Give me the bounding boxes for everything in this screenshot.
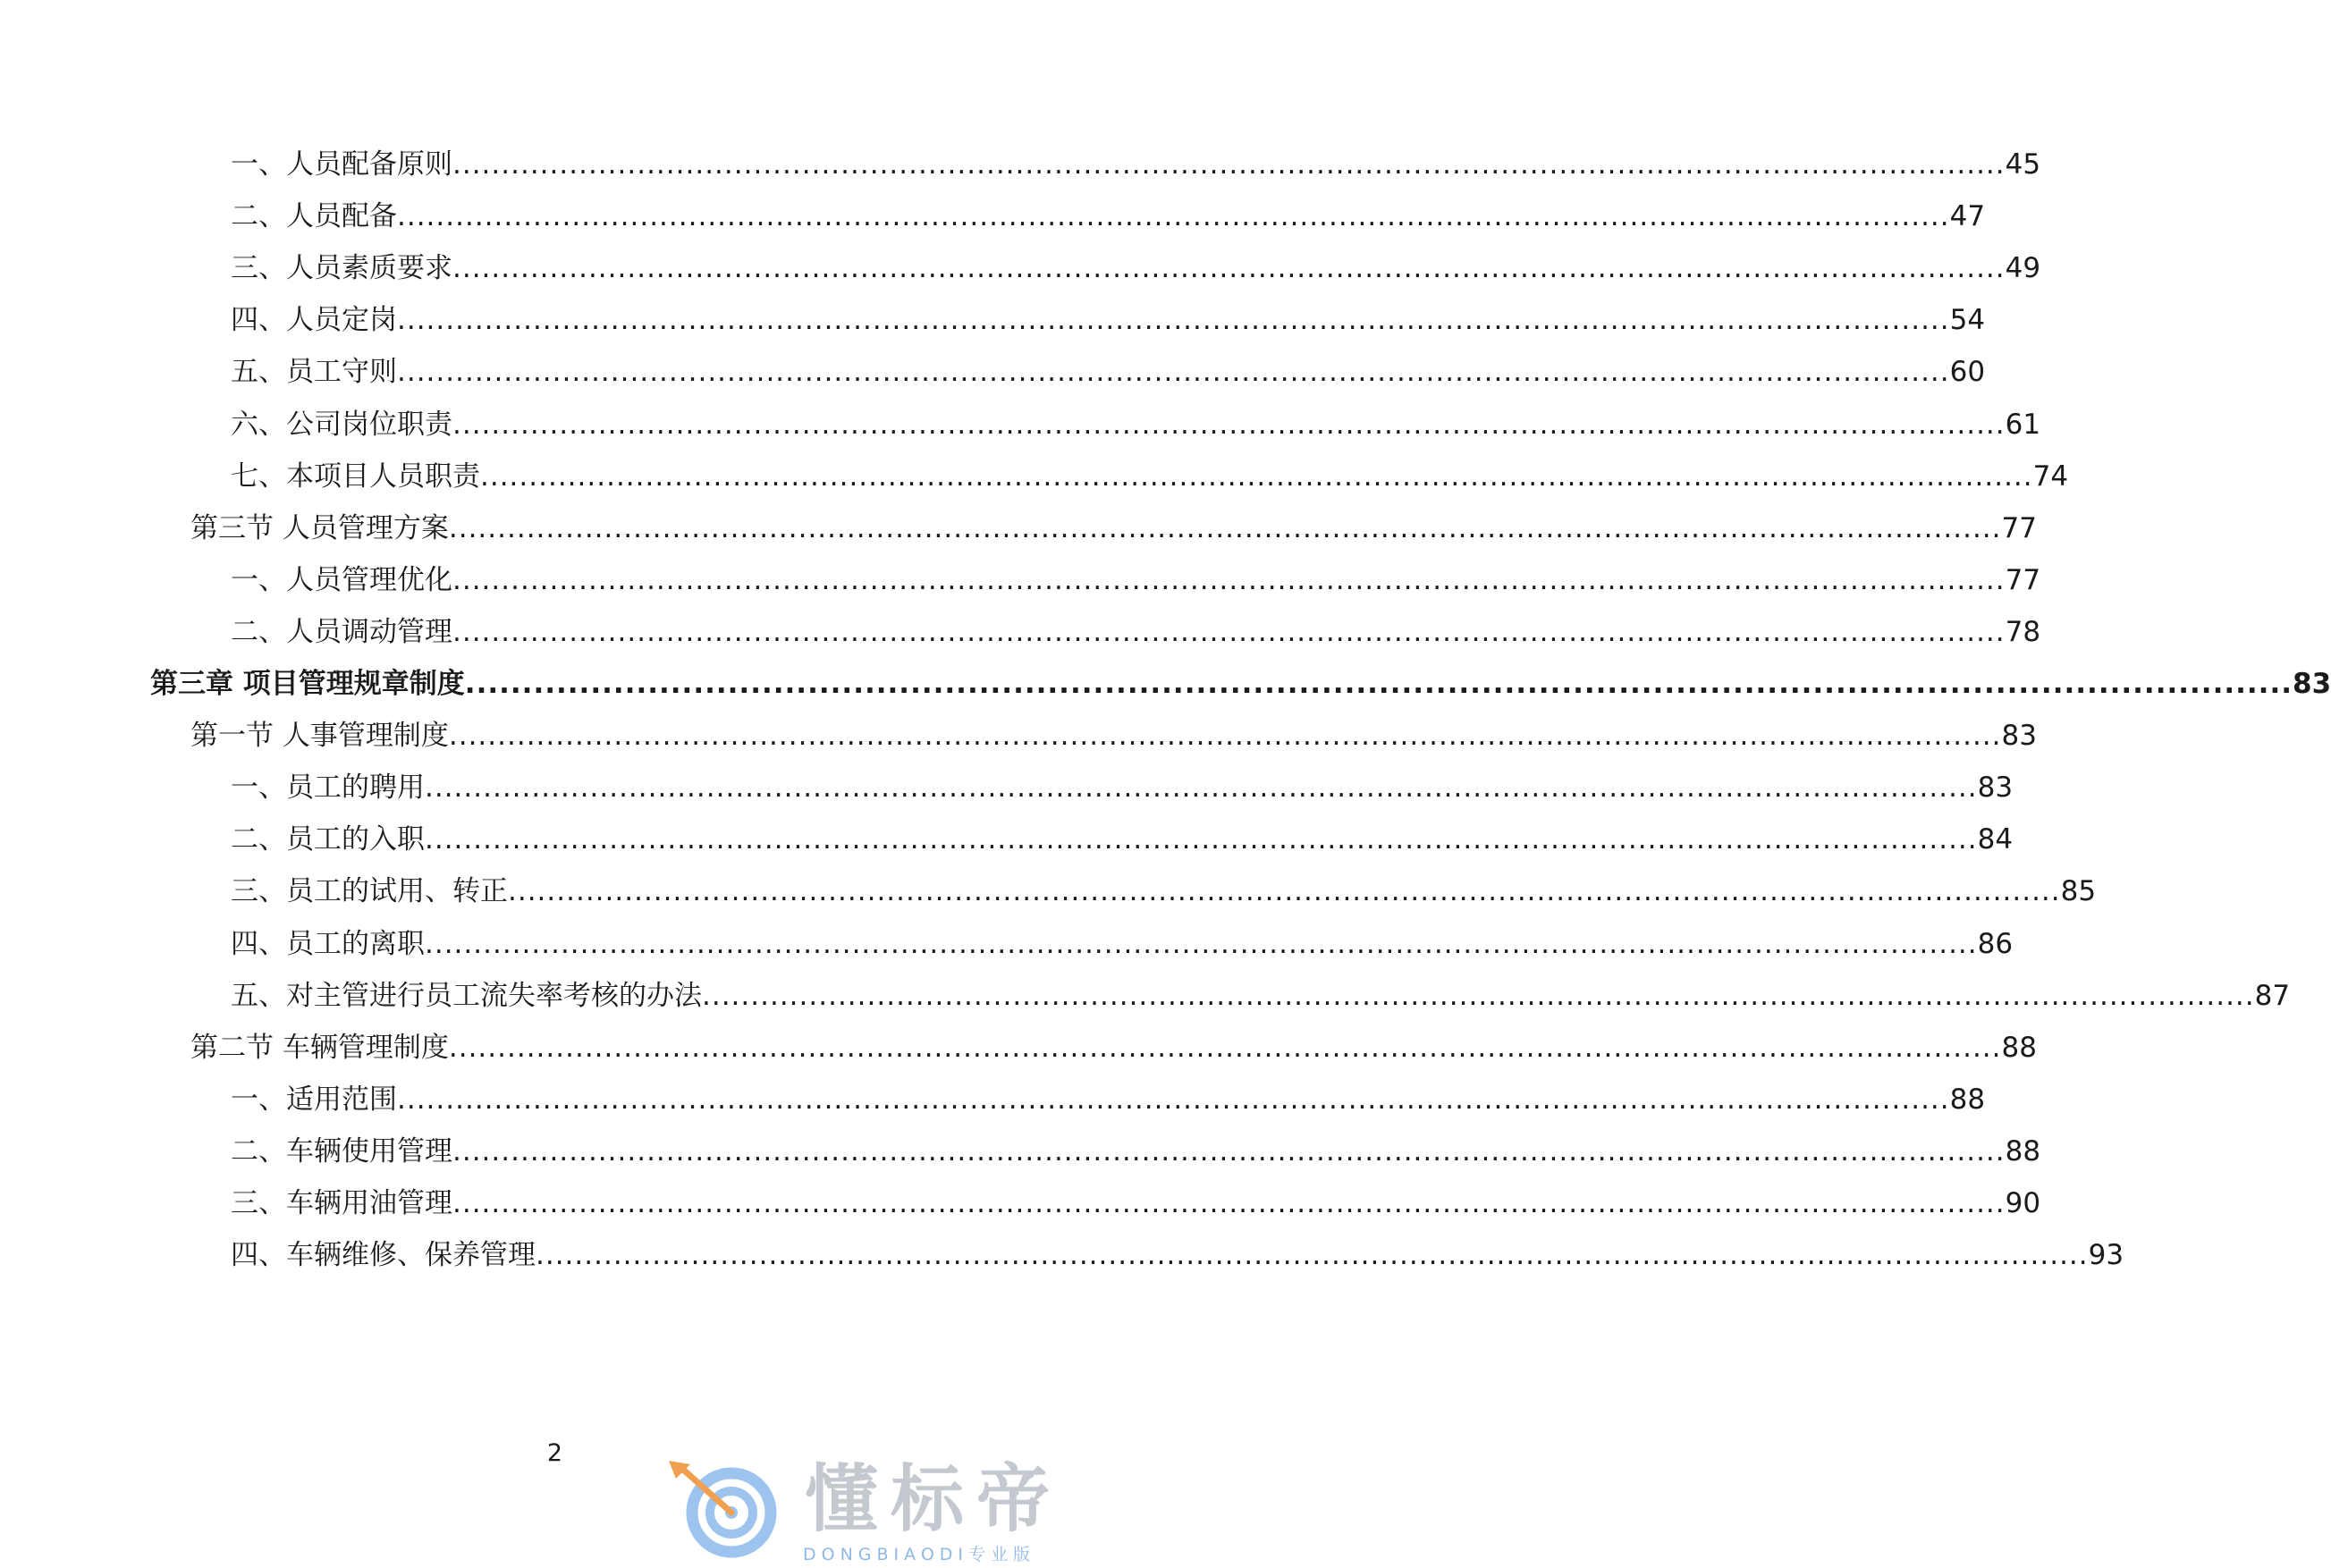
toc-entry[interactable] (231, 766, 2014, 805)
toc-entry[interactable] (231, 611, 2041, 650)
toc-entry[interactable] (231, 1078, 1986, 1117)
toc-leader-dots: ................................................................................................................................................................ (702, 979, 2255, 1012)
toc-leader-dots: ................................................................................................................................................................ (397, 1083, 1950, 1116)
toc-entry-page: 87 (2254, 979, 2291, 1012)
toc-leader-dots: ................................................................................................................................................................ (452, 1134, 2006, 1168)
toc-entry[interactable] (231, 559, 2041, 598)
toc-entry-page: 54 (1949, 304, 1986, 337)
watermark-subtitle: DONGBIAODI专业版 (803, 1545, 1036, 1564)
toc-entry-title: 二、车辆使用管理 (231, 1134, 452, 1168)
target-logo-icon (662, 1457, 796, 1560)
toc-leader-dots: ................................................................................................................................................................ (397, 200, 1950, 233)
toc-entry[interactable] (231, 195, 1986, 234)
toc-entry[interactable] (231, 818, 2014, 857)
toc-entry-title: 一、员工的聘用 (231, 771, 425, 805)
toc-leader-dots: ................................................................................................................................................................ (397, 356, 1950, 389)
toc-entry-title: 三、车辆用油管理 (231, 1187, 452, 1219)
toc-entry[interactable] (190, 507, 2037, 546)
toc-entry-title: 四、车辆维修、保养管理 (231, 1239, 536, 1272)
toc-leader-dots: ................................................................................................................................................................ (464, 668, 2293, 700)
toc-leader-dots: ................................................................................................................................................................ (448, 511, 2002, 544)
toc-entry[interactable] (231, 1130, 2041, 1169)
toc-entry-page: 74 (2032, 459, 2069, 493)
toc-leader-dots: ................................................................................................................................................................ (425, 927, 1978, 960)
toc-leader-dots: ................................................................................................................................................................ (397, 304, 1950, 337)
toc-entry[interactable] (231, 974, 2291, 1014)
toc-leader-dots: ................................................................................................................................................................ (452, 563, 2006, 596)
toc-entry[interactable] (150, 662, 2331, 702)
toc-entry-title: 一、人员管理优化 (231, 563, 452, 596)
watermark (662, 1457, 1091, 1564)
toc-entry[interactable] (231, 299, 1986, 338)
watermark-brand: 懂标帝 (805, 1457, 1063, 1542)
toc-entry-title: 五、员工守则 (231, 356, 397, 389)
toc-leader-dots: ................................................................................................................................................................ (452, 1187, 2006, 1219)
toc-entry-title: 五、对主管进行员工流失率考核的办法 (231, 979, 702, 1012)
toc-entry-page: 77 (2005, 563, 2041, 596)
toc-entry-page: 84 (1977, 823, 2014, 856)
toc-entry-page: 88 (2001, 1031, 2037, 1064)
toc-entry-page: 78 (2005, 615, 2041, 648)
toc-entry-page: 49 (2005, 252, 2041, 285)
toc-entry-page: 90 (2005, 1187, 2041, 1219)
toc-leader-dots: ................................................................................................................................................................ (425, 823, 1978, 856)
toc-entry[interactable] (231, 455, 2069, 494)
toc-entry-title: 二、人员调动管理 (231, 615, 452, 648)
toc-entry[interactable] (231, 870, 2097, 909)
toc-entry-title: 一、人员配备原则 (231, 148, 452, 181)
toc-entry-page: 47 (1949, 200, 1986, 233)
toc-entry-title: 四、人员定岗 (231, 304, 397, 337)
toc-entry-page: 83 (2293, 668, 2331, 700)
toc-entry-title: 四、员工的离职 (231, 927, 425, 960)
toc-entry-page: 60 (1949, 356, 1986, 389)
toc-entry-page: 86 (1977, 927, 2014, 960)
toc-entry[interactable] (231, 403, 2041, 443)
toc-leader-dots: ................................................................................................................................................................ (452, 252, 2006, 285)
toc-entry-page: 88 (1949, 1083, 1986, 1116)
toc-entry-title: 第三节 人员管理方案 (190, 511, 449, 544)
toc-entry[interactable] (231, 143, 2041, 182)
toc-entry-title: 三、员工的试用、转正 (231, 875, 508, 908)
toc-entry[interactable] (231, 1182, 2041, 1221)
toc-entry[interactable] (231, 1234, 2124, 1273)
toc-entry-page: 88 (2005, 1134, 2041, 1168)
toc-leader-dots: ................................................................................................................................................................ (452, 148, 2006, 181)
toc-entry[interactable] (231, 350, 1986, 390)
toc-entry-page: 83 (2001, 720, 2037, 753)
toc-entry-title: 三、人员素质要求 (231, 252, 452, 285)
toc-entry-title: 第三章 项目管理规章制度 (150, 668, 465, 700)
toc-leader-dots: ................................................................................................................................................................ (508, 875, 2061, 908)
toc-leader-dots: ................................................................................................................................................................ (448, 1031, 2002, 1064)
toc-entry[interactable] (190, 714, 2037, 754)
toc-entry-page: 93 (2088, 1239, 2124, 1272)
toc-entry-title: 一、适用范围 (231, 1083, 397, 1116)
toc-leader-dots: ................................................................................................................................................................ (452, 615, 2006, 648)
page-number: 2 (546, 1439, 563, 1467)
toc-entry[interactable] (231, 247, 2041, 286)
toc-entry-title: 二、员工的入职 (231, 823, 425, 856)
toc-leader-dots: ................................................................................................................................................................ (448, 720, 2002, 753)
toc-entry-title: 七、本项目人员职责 (231, 459, 480, 493)
toc-entry-title: 第二节 车辆管理制度 (190, 1031, 449, 1064)
toc-leader-dots: ................................................................................................................................................................ (425, 771, 1978, 805)
toc-entry-title: 六、公司岗位职责 (231, 408, 452, 441)
toc-leader-dots: ................................................................................................................................................................ (452, 408, 2006, 441)
toc-leader-dots: ................................................................................................................................................................ (536, 1239, 2089, 1272)
toc-entry-title: 第一节 人事管理制度 (190, 720, 449, 753)
toc-entry-page: 85 (2060, 875, 2097, 908)
toc-entry-page: 77 (2001, 511, 2037, 544)
toc-entry-page: 61 (2005, 408, 2041, 441)
toc-entry[interactable] (190, 1026, 2037, 1066)
toc-entry-title: 二、人员配备 (231, 200, 397, 233)
toc-entry-page: 45 (2005, 148, 2041, 181)
toc-entry-page: 83 (1977, 771, 2014, 805)
toc-leader-dots: ................................................................................................................................................................ (480, 459, 2033, 493)
toc-entry[interactable] (231, 923, 2014, 962)
